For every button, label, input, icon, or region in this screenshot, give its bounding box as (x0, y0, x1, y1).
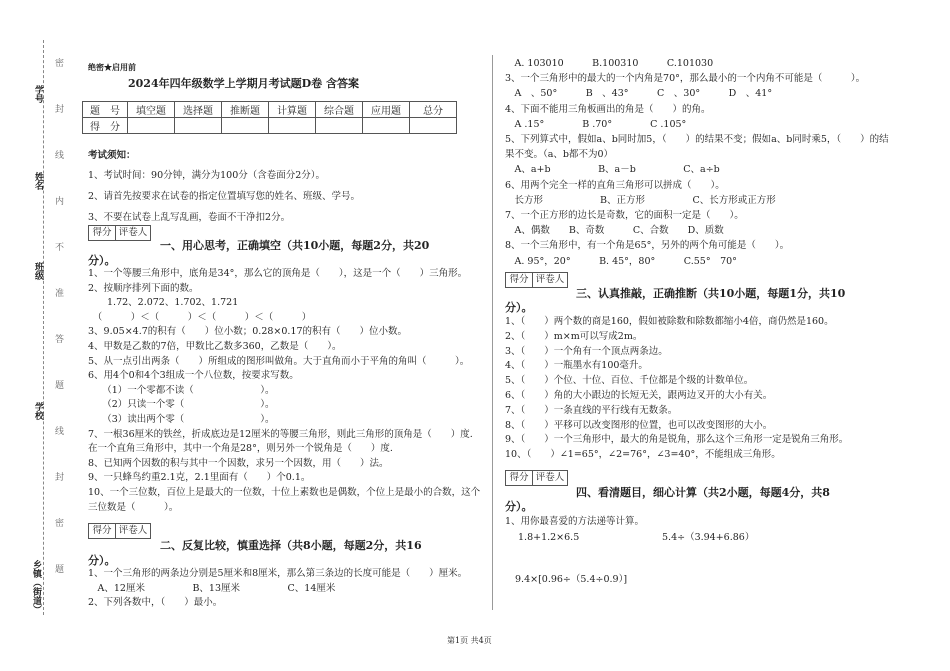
score-header-cell: 推断题 (222, 102, 269, 118)
cut-mark: 封 (53, 472, 63, 481)
question-line: A .15° B .70° C .105° (505, 118, 687, 130)
question-line: 在一个直角三角形中，其中一个角是28°，则另外一个锐角是（ ）度. (88, 443, 393, 455)
question-line: 2、（ ）m×m可以写成2m。 (505, 330, 643, 342)
question-line: （3）读出两个零（ ）。 (88, 414, 275, 425)
score-header-cell: 选择题 (175, 102, 222, 118)
question-line: 果不变。（a、b都不为0） (505, 149, 614, 161)
section-1-tail: 分）。 (88, 254, 116, 267)
grader-box-2: 得分 评卷人 (88, 523, 151, 539)
cut-mark: 内 (53, 196, 63, 205)
question-line: 10、一个三位数，百位上是最大的一位数，十位上素数也是偶数，个位上是最小的合数，这个 (88, 487, 481, 498)
question-line: 7、（ ）一条直线的平行线有无数条。 (505, 404, 678, 416)
score-header-cell: 计算题 (269, 102, 316, 118)
question-line: 6、（ ）角的大小跟边的长短无关，跟两边叉开的大小有关。 (505, 390, 773, 401)
cut-mark: 密 (53, 58, 63, 67)
score-blank-cell (410, 118, 457, 134)
question-line: （1）一个零都不读（ ）。 (88, 384, 275, 396)
score-header-cell: 总分 (410, 102, 457, 118)
score-blank-cell (222, 118, 269, 134)
question-line: 4、（ ）一瓶墨水有100毫升。 (505, 360, 648, 372)
cut-mark: 密 (53, 518, 63, 527)
question-line: 3、一个三角形中的最大的一个内角是70°，那么最小的一个内角不可能是（ ）。 (505, 73, 866, 85)
cut-mark: 准 (53, 288, 63, 297)
question-line: 5、从一点引出两条（ ）所组成的图形叫做角。大于直角而小于平角的角叫（ ）。 (88, 355, 470, 367)
margin-label: 乡镇（街道） (31, 560, 41, 614)
page-footer: 第1页 共4页 (447, 636, 492, 645)
cut-mark: 线 (53, 150, 63, 159)
score-blank-cell (269, 118, 316, 134)
score-header-cell: 填空题 (128, 102, 175, 118)
question-line: A、a+b B、a－b C、a÷b (505, 164, 720, 176)
question-line: 8、一个三角形中，有一个角是65°，另外的两个角可能是（ ）。 (505, 240, 790, 252)
cut-mark: 答 (53, 334, 63, 343)
question-line: 1.72、2.072、1.702、1.721 (88, 297, 239, 309)
question-line: A 、50° B 、43° C 、30° D 、41° (505, 88, 773, 100)
cut-mark: 线 (53, 426, 63, 435)
column-divider (492, 55, 493, 610)
question-line: 7、一个正方形的边长是奇数，它的面积一定是（ ）。 (505, 210, 744, 221)
question-line: A. 103010 B.100310 C.101030 (505, 58, 714, 69)
question-line: 2、下列各数中，（ ）最小。 (88, 597, 223, 608)
score-header-row (83, 102, 457, 118)
cut-mark: 题 (53, 564, 63, 573)
margin-label: 学校 (33, 402, 43, 420)
question-line: 6、用两个完全一样的直角三角形可以拼成（ ）。 (505, 179, 725, 191)
question-line: 4、下面不能用三角板画出的角是（ ）的角。 (505, 103, 711, 115)
grader-box-1: 得分 评卷人 (88, 225, 151, 241)
question-line: 2、按顺序排列下面的数。 (88, 282, 199, 294)
question-line: 9、一只蜂鸟约重2.1克，2.1里面有（ ）个0.1。 (88, 472, 311, 484)
question-line: A. 95°，20° B. 45°，80° C.55° 70° (505, 255, 737, 267)
margin-label: 姓名 (33, 172, 43, 190)
notice-heading: 考试须知： (88, 150, 136, 161)
secret-label: 绝密★启用前 (88, 62, 136, 72)
score-blank-cell (175, 118, 222, 134)
question-line: 1、（ ）两个数的商是160，假如被除数和除数都缩小4倍，商仍然是160。 (505, 316, 834, 327)
section-1-title: 一、用心思考，正确填空（共10小题，每题2分，共20 (160, 239, 430, 252)
section-2-tail: 分）。 (88, 554, 116, 567)
question-line: A、偶数 B、奇数 C、合数 D、质数 (505, 225, 724, 237)
question-line: 长方形 B、正方形 C、长方形或正方形 (505, 194, 776, 206)
calc-expr-3: 9.4×[0.96÷（5.4÷0.9）] (515, 574, 628, 585)
question-line: 10、（ ）∠1=65°，∠2=76°，∠3=40°，不能组成三角形。 (505, 449, 781, 461)
question-line: 6、用4个0和4个3组成一个八位数，按要求写数。 (88, 370, 299, 382)
score-label-cell: 得 分 (83, 118, 128, 134)
score-header-cell: 综合题 (316, 102, 363, 118)
section-4-tail: 分）。 (505, 500, 533, 513)
cut-mark: 题 (53, 380, 63, 389)
question-line: 5、下列算式中，假如a、b同时加5，（ ）的结果不变；假如a、b同时乘5，（ ）的结 (505, 134, 889, 145)
question-line: 1、一个三角形的两条边分别是5厘米和8厘米，那么第三条边的长度可能是（ ）厘米。 (88, 568, 468, 579)
question-line: 1、一个等腰三角形中，底角是34°，那么它的顶角是（ ），这是一个（ ）三角形。 (88, 268, 468, 279)
section-4-title: 四、看清题目，细心计算（共2小题，每题4分，共8 (576, 486, 830, 499)
question-line: 3、9.05×4.7的积有（ ）位小数；0.28×0.17的积有（ ）位小数。 (88, 326, 408, 338)
score-value-row (83, 118, 457, 134)
score-header-cell: 题 号 (83, 102, 128, 118)
question-line: 4、甲数是乙数的7倍，甲数比乙数多360，乙数是（ ）。 (88, 341, 342, 352)
calc-expr-1: 1.8+1.2×6.5 (518, 532, 580, 543)
question-line: 3、（ ）一个角有一个顶点两条边。 (505, 345, 668, 357)
question-line: 7、一根36厘米的铁丝，折成底边是12厘米的等腰三角形，则此三角形的顶角是（ ）度. (88, 428, 473, 440)
margin-label: 班级 (33, 262, 43, 280)
question-line: （ ）＜（ ）＜（ ）＜（ ） (88, 311, 312, 323)
score-blank-cell (363, 118, 410, 134)
question-line: 5、（ ）个位、十位、百位、千位都是个级的计数单位。 (505, 375, 754, 387)
question-line: A、12厘米 B、13厘米 C、14厘米 (88, 582, 336, 594)
grader-box-4: 得分 评卷人 (505, 470, 568, 486)
score-table (82, 101, 457, 134)
binding-line (43, 40, 44, 615)
cut-mark: 不 (53, 242, 63, 251)
grader-box-3: 得分 评卷人 (505, 272, 568, 288)
calc-expr-2: 5.4÷（3.94+6.86） (662, 532, 755, 543)
section-3-title: 三、认真推敲，正确推断（共10小题，每题1分，共10 (576, 287, 846, 300)
question-line: 三位数是（ ）。 (88, 501, 179, 513)
page-title: 2024年四年级数学上学期月考试题D卷 含答案 (128, 77, 359, 90)
score-blank-cell (128, 118, 175, 134)
question-line: 9、（ ）一个三角形中，最大的角是锐角，那么这个三角形一定是锐角三角形。 (505, 434, 849, 446)
calc-intro: 1、用你最喜爱的方法递等计算。 (505, 516, 645, 527)
section-2-title: 二、反复比较，慎重选择（共8小题，每题2分，共16 (160, 539, 422, 552)
margin-label: 学号 (33, 85, 43, 103)
score-header-cell: 应用题 (363, 102, 410, 118)
cut-mark: 封 (53, 104, 63, 113)
question-line: 3、不要在试卷上乱写乱画，卷面不干净扣2分。 (88, 212, 291, 223)
question-line: （2）只读一个零（ ）。 (88, 399, 275, 411)
question-line: 8、已知两个因数的积与其中一个因数，求另一个因数，用（ ）法。 (88, 457, 389, 469)
question-line: 1、考试时间：90分钟，满分为100分（含卷面分2分）。 (88, 170, 326, 181)
section-3-tail: 分）。 (505, 301, 533, 314)
question-line: 8、（ ）平移可以改变图形的位置，也可以改变图形的大小。 (505, 419, 773, 431)
score-blank-cell (316, 118, 363, 134)
question-line: 2、请首先按要求在试卷的指定位置填写您的姓名、班级、学号。 (88, 191, 361, 202)
